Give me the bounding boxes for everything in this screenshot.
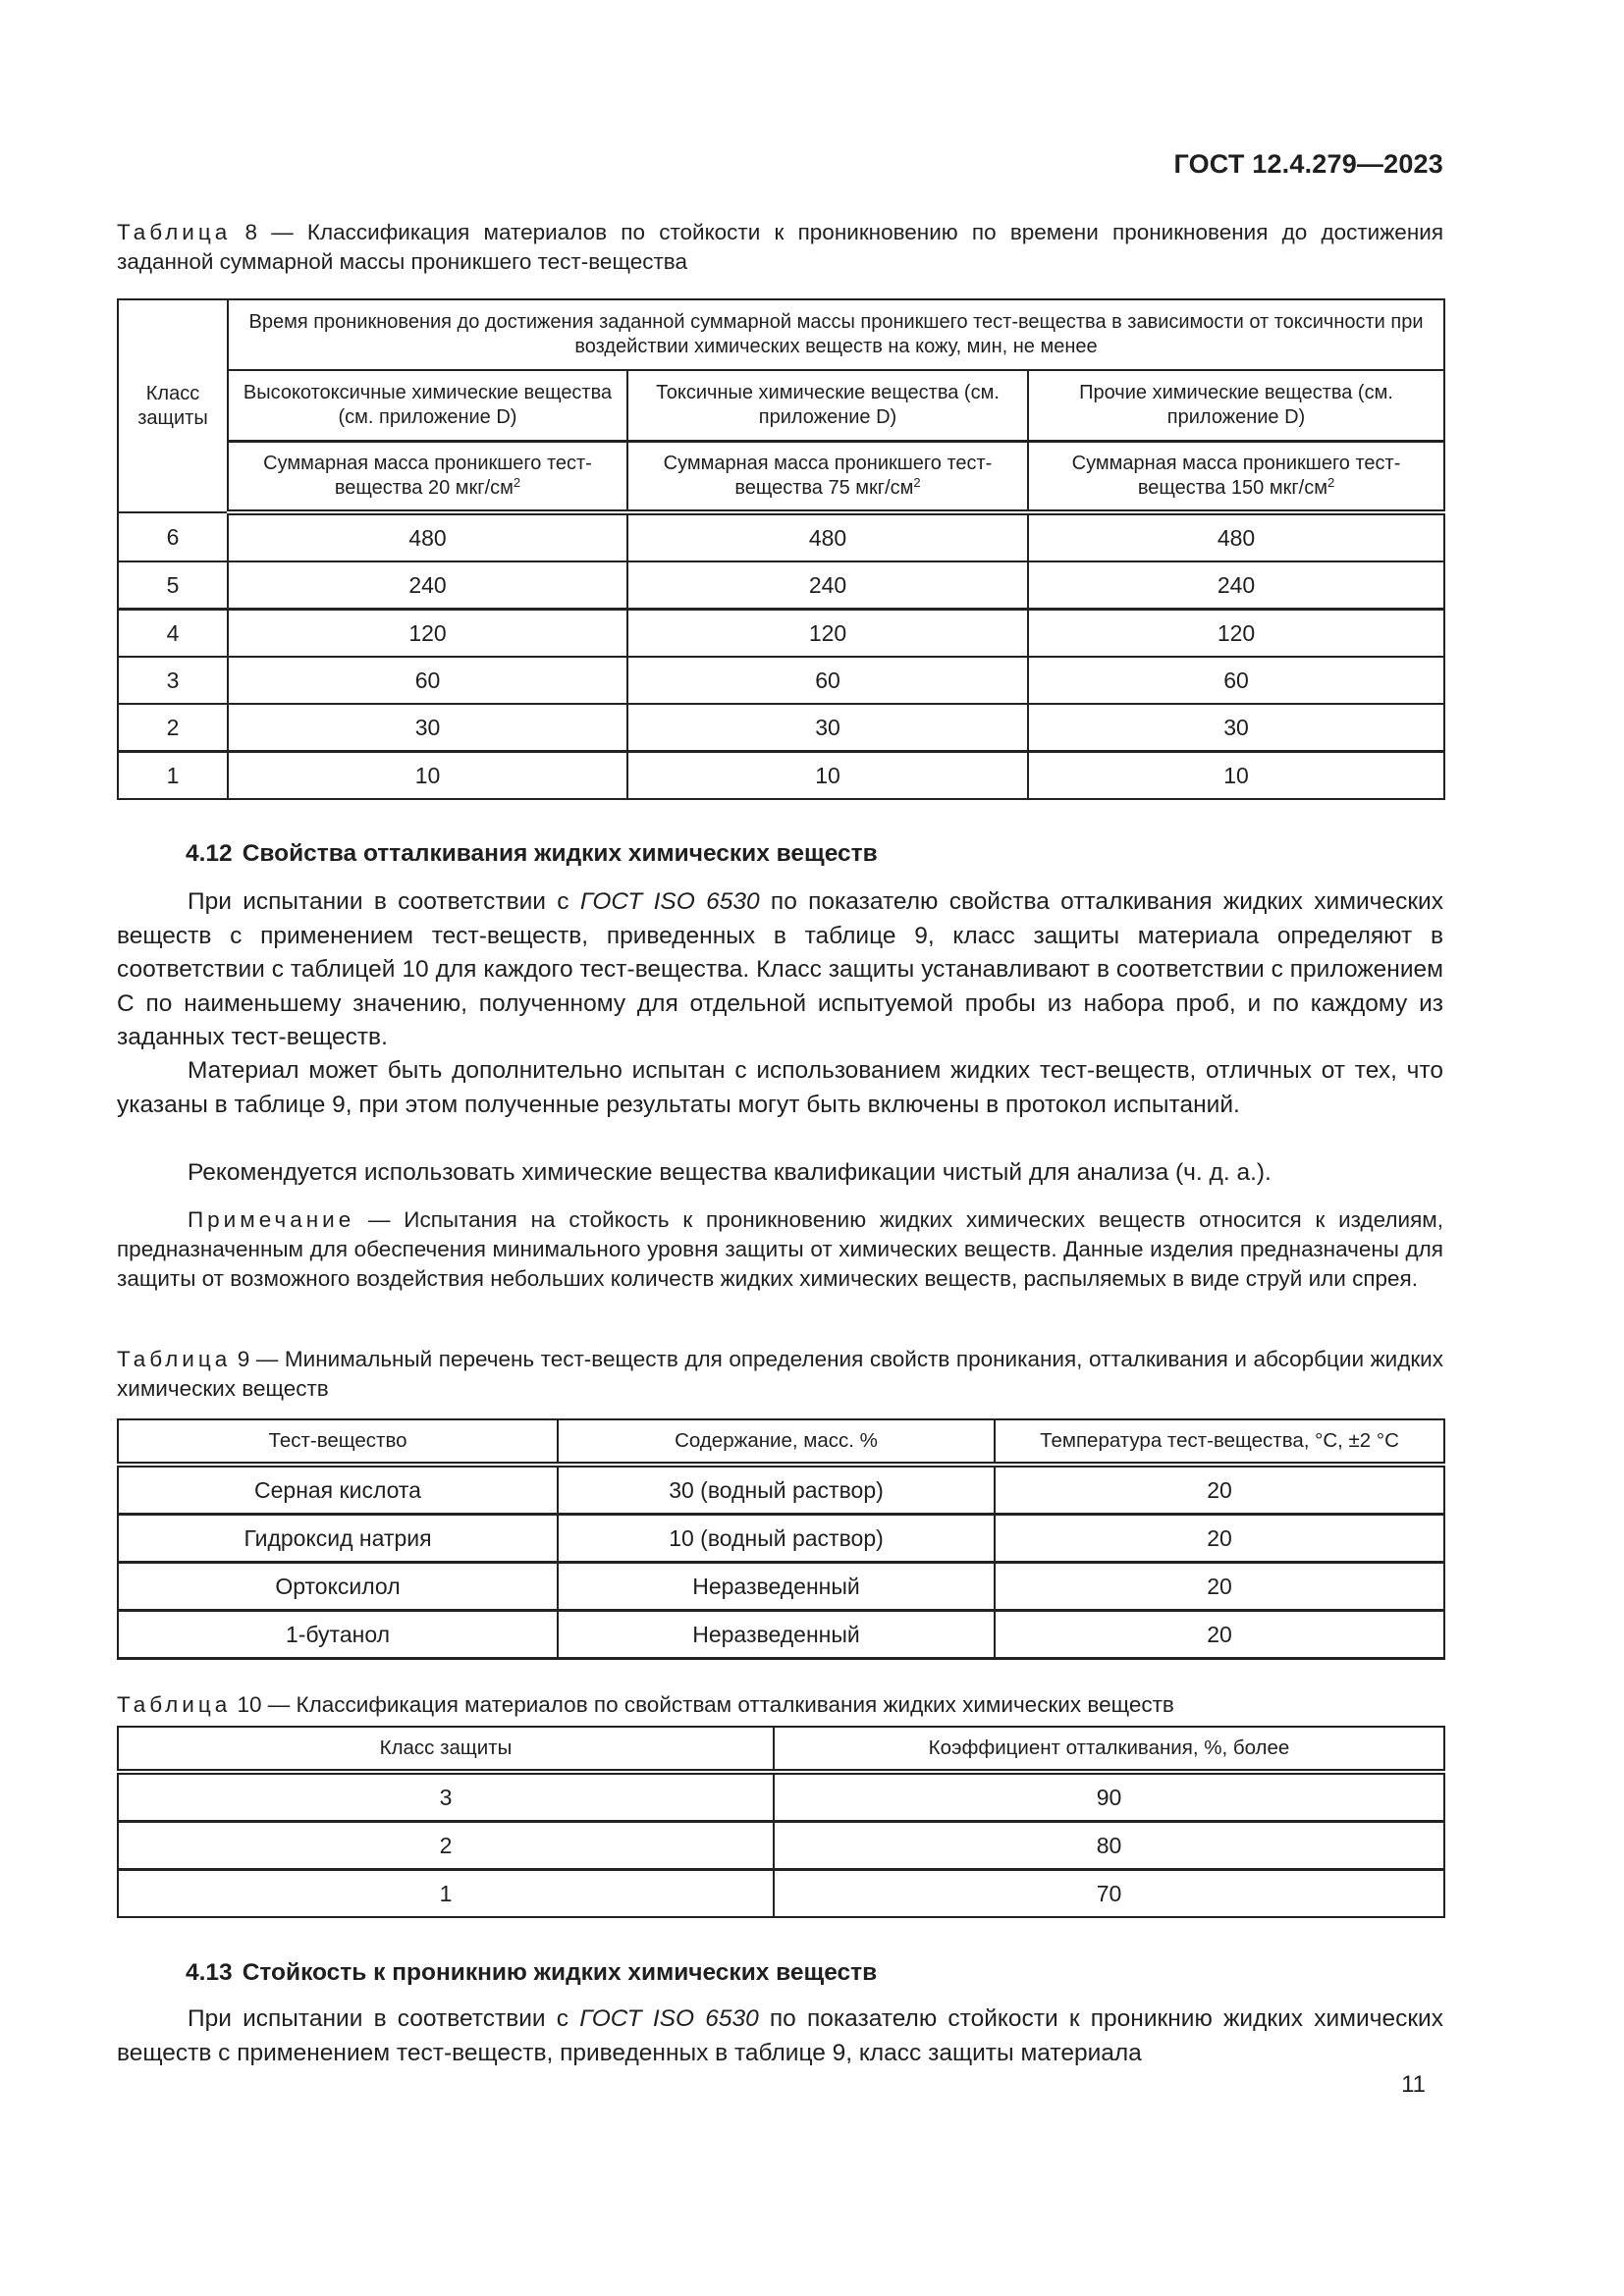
table10-header: Коэффициент отталкивания, %, более [774,1727,1444,1772]
table-row: 1 70 [118,1870,1444,1918]
table9-header: Температура тест-вещества, °С, ±2 °С [995,1419,1444,1465]
section-heading-4-13: 4.13 Стойкость к проникнию жидких химических веществ [186,1959,878,1986]
table8-mass-header: Суммарная масса проникшего тест-вещества 20 мкг/$см^2$ [228,442,627,513]
table8-category-header: Токсичные химические вещества (см. приложение D) [627,370,1028,442]
paragraph: Рекомендуется использовать химические вещества квалификации чистый для анализа (ч. д. а.). [188,1159,1272,1186]
table8 [117,298,1445,800]
table8-caption [117,218,1443,277]
table-row: 2 30 30 30 [118,704,1444,752]
page-number: 11 [1401,2071,1426,2098]
table-row: 5 240 240 240 [118,561,1444,610]
table8-group-header: Время проникновения до достижения заданной суммарной массы проникшего тест-вещества в зависимости от токсичности при воздействии химических веществ на кожу, мин, не менее [228,299,1444,370]
standard-reference: ГОСТ ISO 6530 [579,888,760,915]
table9-caption: Таблица 9 — Минимальный перечень тест-веществ для определения свойств проникания, отталкивания и абсорбции жидких химических веществ [117,1347,1443,1401]
standard-reference: ГОСТ ISO 6530 [579,2005,759,2032]
table8-category-header: Высокотоксичные химические вещества (см. приложение D) [228,370,627,442]
table-row: 3 60 60 60 [118,657,1444,704]
table9 [117,1418,1445,1660]
paragraph: При испытании в соответствии с ГОСТ ISO 6530 по показателю стойкости к проникнию жидких химических веществ с применением тест-веществ, приведенных в таблице 9, класс защиты материала [117,2005,1443,2066]
note-label: Примечание [188,1207,355,1232]
table-row: 1 10 10 10 [118,752,1444,800]
table8-header-class: Класс защиты [118,299,228,512]
table-row: 2 80 [118,1822,1444,1870]
table8-caption-text: 8 — Классификация материалов по стойкости к проникновению по времени проникновения до достижения заданной суммарной массы проникшего тест-вещества [117,220,1443,274]
paragraph: Материал может быть дополнительно испытан с использованием жидких тест-веществ, отличных от тех, что указаны в таблице 9, при этом полученные результаты могут быть включены в протокол испытаний. [117,1057,1443,1118]
table9-header: Содержание, масс. % [558,1419,995,1465]
table-row: Гидроксид натрия 10 (водный раствор) 20 [118,1515,1444,1563]
table10 [117,1726,1445,1918]
document-id-header: ГОСТ 12.4.279—2023 [1173,149,1443,179]
table10-caption: Таблица 10 — Классификация материалов по свойствам отталкивания жидких химических веществ [117,1692,1174,1717]
table-row: Серная кислота 30 (водный раствор) 20 [118,1465,1444,1515]
table8-mass-header: Суммарная масса проникшего тест-вещества 75 мкг/$см^2$ [627,442,1028,513]
table-row: 6 480 480 480 [118,512,1444,561]
table10-header: Класс защиты [118,1727,774,1772]
table8-category-header: Прочие химические вещества (см. приложение D) [1028,370,1444,442]
table8-mass-header: Суммарная масса проникшего тест-вещества 150 мкг/$см^2$ [1028,442,1444,513]
paragraph: При испытании в соответствии с ГОСТ ISO 6530 по показателю свойства отталкивания жидких химических веществ с применением тест-веществ, приведенных в таблице 9, класс защиты материала определяют в соответствии с таблицей 10 для каждого тест-вещества. Класс защиты устанавливают в соответствии с приложением С по наименьшему значению, полученному для отдельной испытуемой пробы из набора проб, и по каждому из заданных тест-веществ. [117,888,1443,1050]
table-row: 4 120 120 120 [118,610,1444,658]
note: Примечание — Испытания на стойкость к проникновению жидких химических веществ относится к изделиям, предназначенным для обеспечения минимального уровня защиты от химических веществ. Данные изделия предназначены для защиты от возможного воздействия небольших количеств жидких химических веществ, распыляемых в виде струй или спрея. [117,1207,1443,1291]
table-row: 1-бутанол Неразведенный 20 [118,1611,1444,1659]
table-row: Ортоксилол Неразведенный 20 [118,1563,1444,1611]
table8-caption-prefix: Таблица [117,220,232,244]
section-heading-4-12: 4.12 Свойства отталкивания жидких химических веществ [186,840,878,867]
table9-header: Тест-вещество [118,1419,558,1465]
table-row: 3 90 [118,1772,1444,1822]
